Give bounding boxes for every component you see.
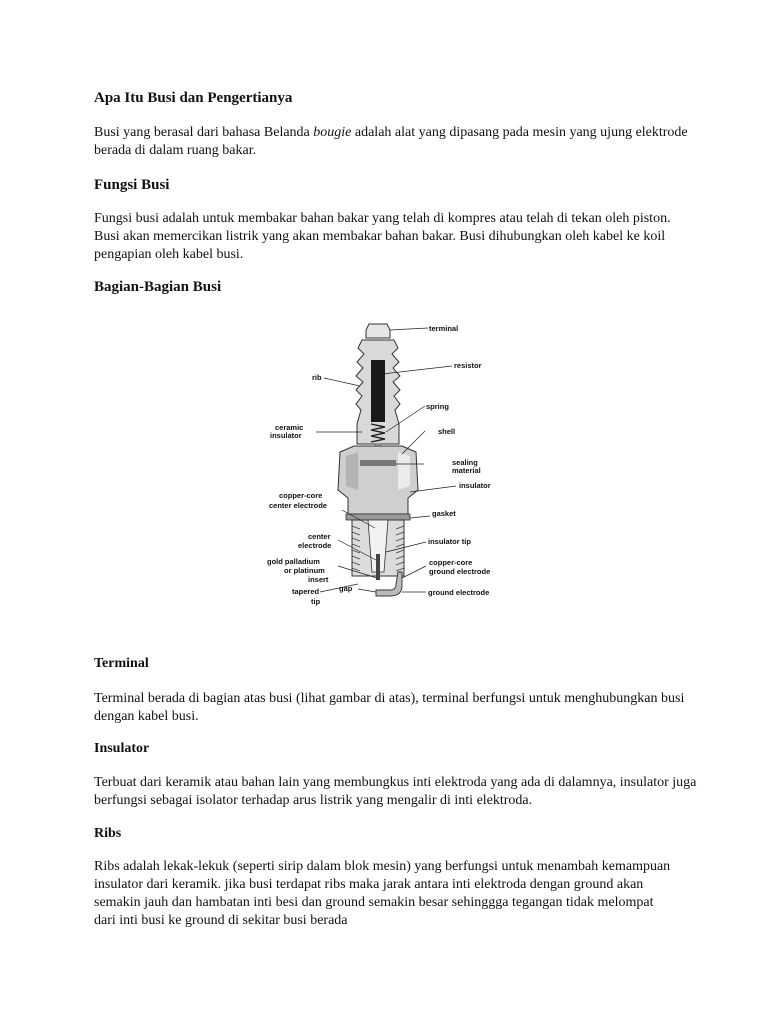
label-gold-line2: or platinum [284,566,325,575]
label-copper-core-line2: center electrode [269,501,327,510]
spark-plug-illustration [338,324,418,596]
label-gold-line1: gold palladium [267,557,320,566]
label-center-line2: electrode [298,541,332,550]
intro-text-start: Busi yang berasal dari bahasa Belanda [94,125,314,140]
ribs-heading: Ribs [94,826,122,841]
label-insulator-tip: insulator tip [428,537,471,546]
label-gold-line3: insert [308,575,329,584]
label-sealing-line2: material [452,466,481,475]
insulator-heading: Insulator [94,741,150,756]
label-ceramic-line2: insulator [270,431,302,440]
label-copper-ground-line2: ground electrode [429,567,491,576]
terminal-heading: Terminal [94,656,149,671]
fungsi-heading: Fungsi Busi [94,177,170,193]
intro-paragraph [94,124,694,160]
label-resistor: resistor [454,361,482,370]
terminal-paragraph: Terminal berada di bagian atas busi (lihat gambar di atas), terminal berfungsi untuk menghubungkan busi dengan kabel busi. [94,691,685,724]
label-spring: spring [426,402,449,411]
label-sealing-line1: sealing [452,458,478,467]
label-tapered-line2: tip [311,597,321,606]
bagian-heading: Bagian-Bagian Busi [94,279,222,295]
label-tapered-line1: tapered [292,587,320,596]
spark-plug-diagram [262,314,512,614]
fungsi-paragraph: Fungsi busi adalah untuk membakar bahan bakar yang telah di kompres atau telah di tekan oleh piston. Busi akan memercikan listrik yang akan membakar bahan bakar. Busi dihubungkan oleh kabel ke koil pengapian oleh kabel busi. [94,211,671,262]
label-gap: gap [339,584,353,593]
label-center-line1: center [308,532,331,541]
intro-text-end: adalah alat yang dipasang pada mesin yang ujung elektrode berada di dalam ruang bakar. [94,125,688,158]
label-gasket: gasket [432,509,456,518]
label-shell: shell [438,427,456,436]
label-ceramic-line1: ceramic [275,423,304,432]
insulator-paragraph: Terbuat dari keramik atau bahan lain yang membungkus inti elektroda yang ada di dalamnya, insulator juga berfungsi sebagai isolator terhadap arus listrik yang mengalir di inti elektroda. [94,775,697,808]
label-terminal: terminal [429,324,459,333]
label-ground-electrode: ground electrode [428,588,490,597]
intro-italic-word: bougie [313,125,352,140]
label-copper-core-line1: copper-core [279,491,323,500]
page-title: Apa Itu Busi dan Pengertianya [94,90,293,106]
label-copper-ground-line1: copper-core [429,558,473,567]
ribs-paragraph: Ribs adalah lekak-lekuk (seperti sirip dalam blok mesin) yang berfungsi untuk menambah kemampuan insulator dari keramik. jika busi terdapat ribs maka jarak antara inti elektroda dengan ground akan semakin jauh dan hambatan inti besi dan ground semakin besar sehinggga tegangan tidak melompat dari inti busi ke ground di sekitar busi berada [94,859,671,928]
label-insulator: insulator [459,481,491,490]
label-rib: rib [312,373,322,382]
